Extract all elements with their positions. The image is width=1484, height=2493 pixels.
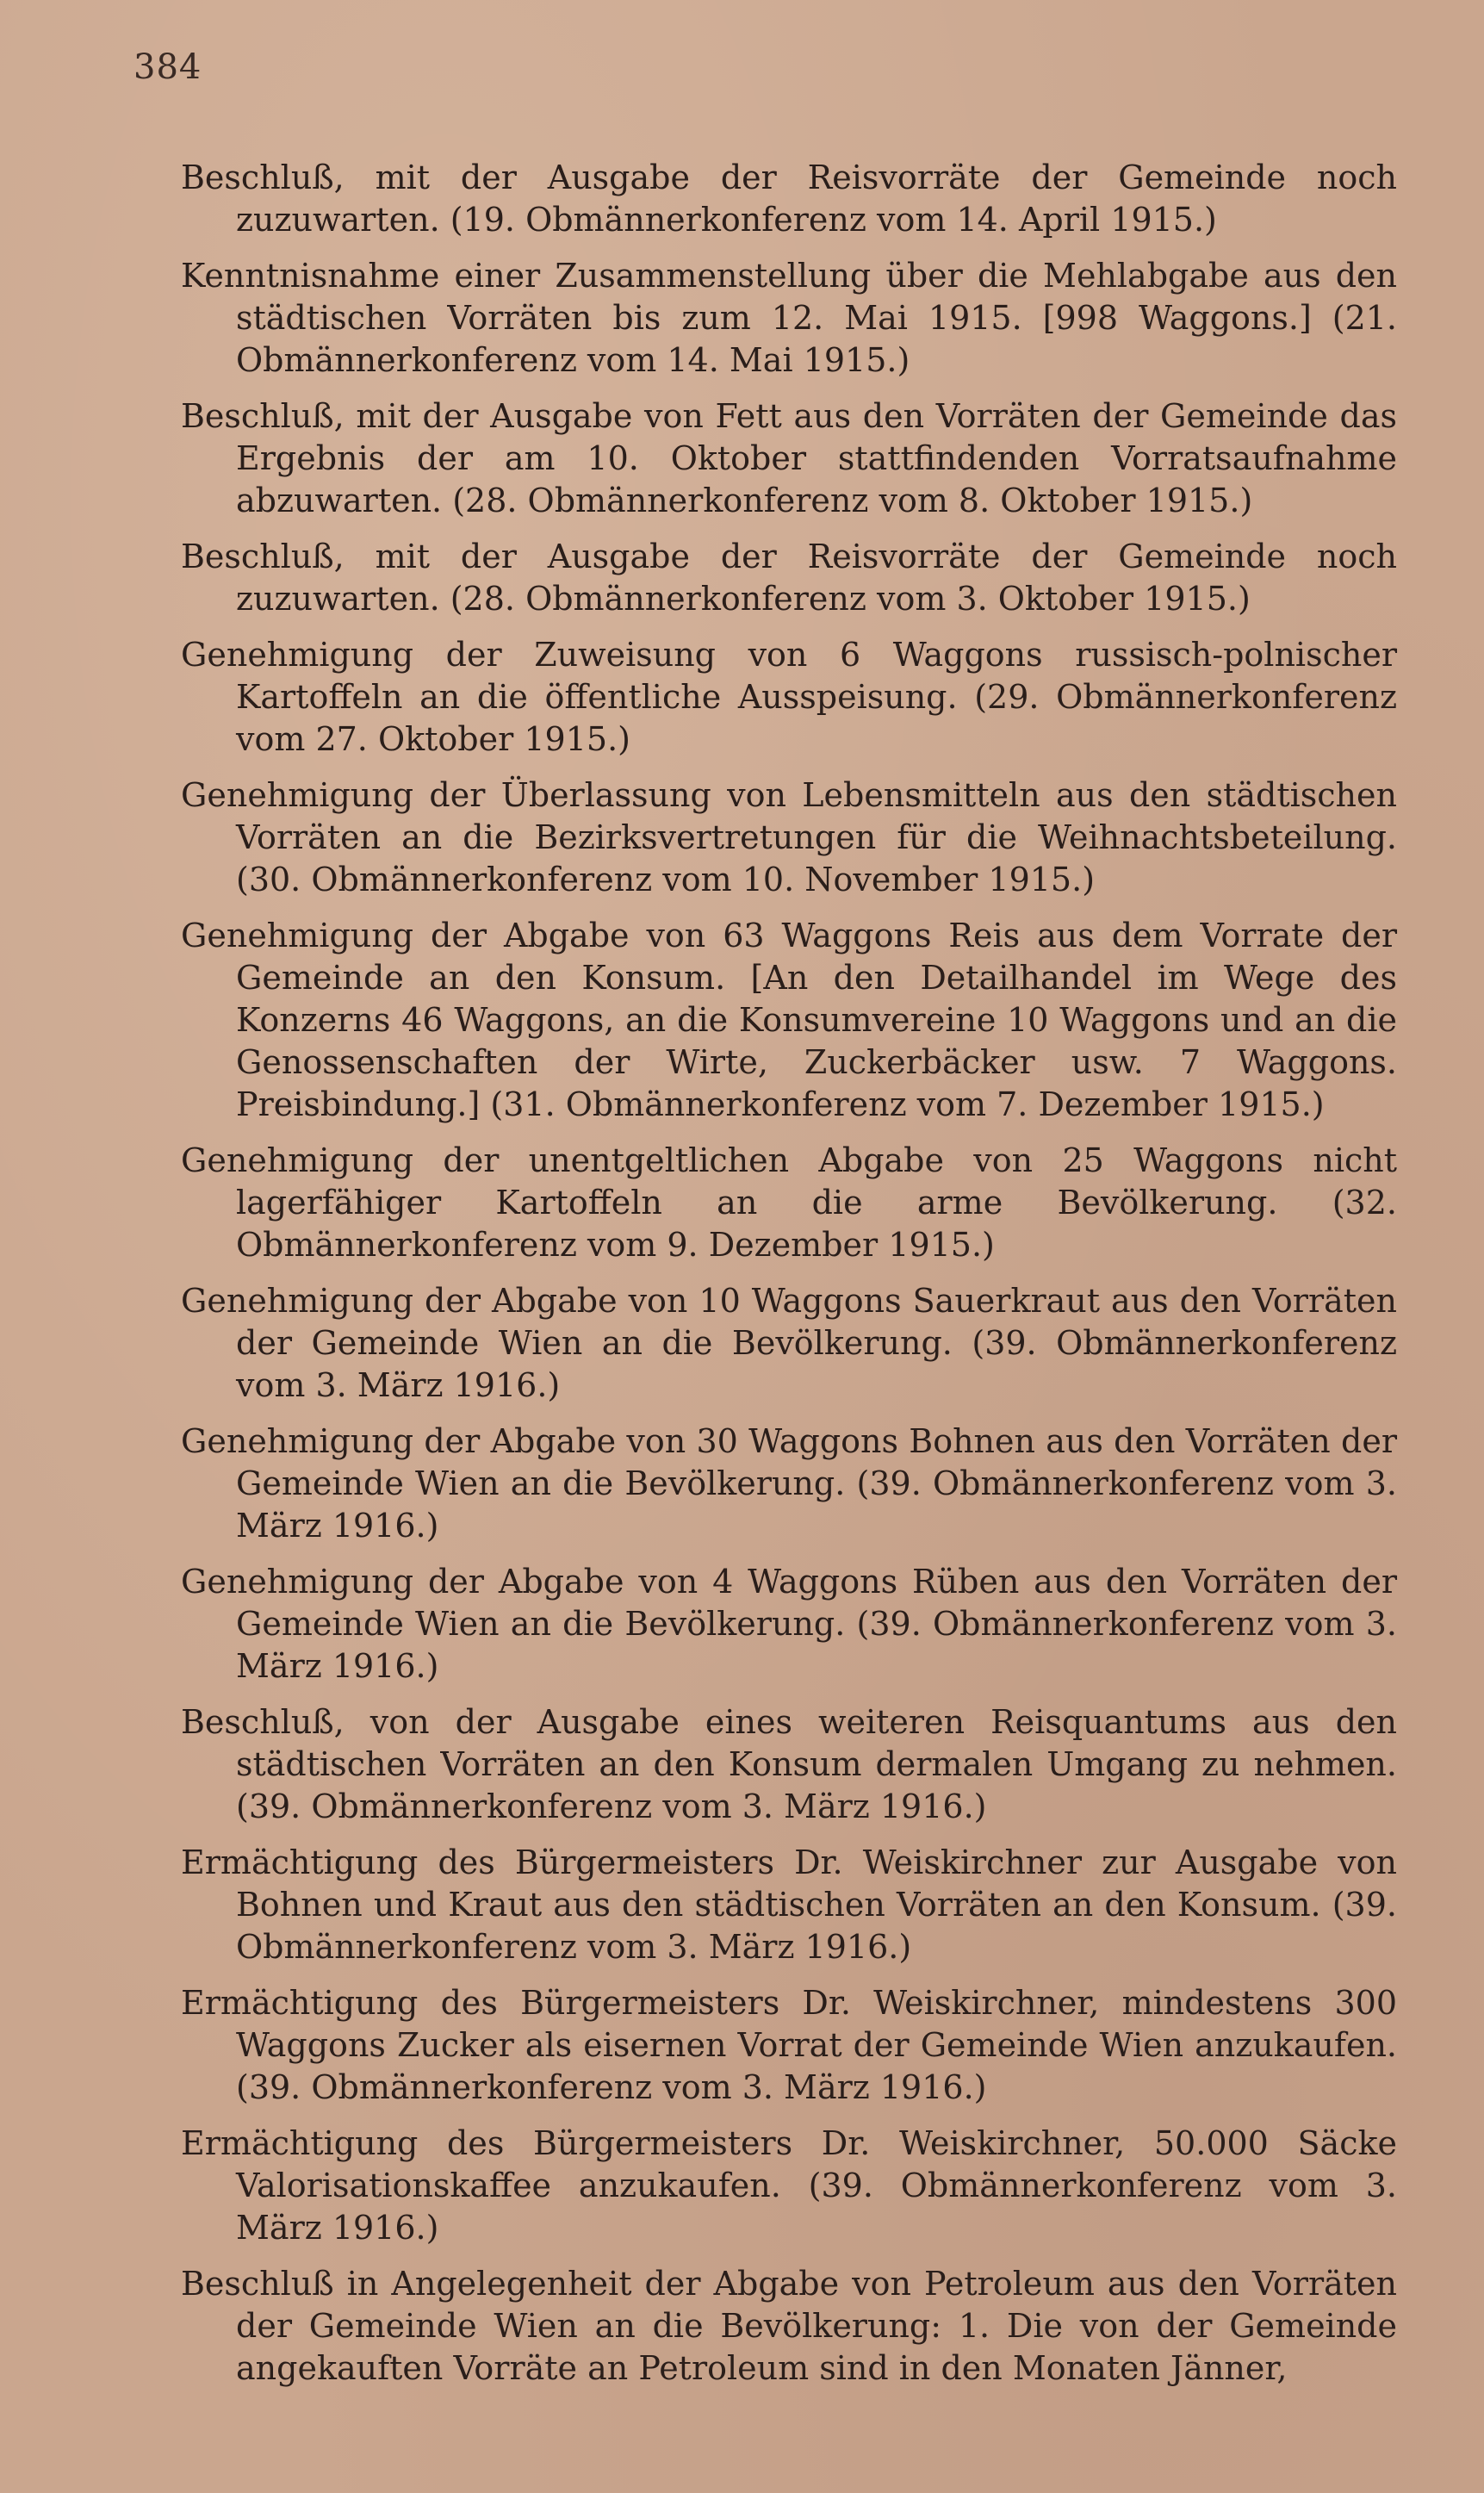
list-item: Ermächtigung des Bürgermeisters Dr. Weiskirchner, 50.000 Säcke Valorisationskaffee anzukaufen. (39. Obmännerkonferenz vom 3. März 1916.) [181, 2124, 1397, 2247]
list-item: Genehmigung der Abgabe von 10 Waggons Sauerkraut aus den Vorräten der Gemeinde Wien an die Bevölkerung. (39. Obmännerkonferenz vom 3. März 1916.) [181, 1282, 1397, 1404]
list-item: Beschluß in Angelegenheit der Abgabe von Petroleum aus den Vorräten der Gemeinde Wien an die Bevölkerung: 1. Die von der Gemeinde angekauften Vorräte an Petroleum sind in den Monaten Jänner, [181, 2265, 1397, 2387]
list-item: Beschluß, mit der Ausgabe der Reisvorräte der Gemeinde noch zuzuwarten. (28. Obmännerkonferenz vom 3. Oktober 1915.) [181, 538, 1397, 618]
list-item: Genehmigung der Überlassung von Lebensmitteln aus den städtischen Vorräten an die Bezirksvertretungen für die Weihnachtsbeteilung. (30. Obmännerkonferenz vom 10. November 1915.) [181, 776, 1397, 898]
list-item: Beschluß, mit der Ausgabe von Fett aus den Vorräten der Gemeinde das Ergebnis der am 10. Oktober stattfindenden Vorratsaufnahme abzuwarten. (28. Obmännerkonferenz vom 8. Oktober 1915.) [181, 397, 1397, 519]
list-item: Beschluß, von der Ausgabe eines weiteren Reisquantums aus den städtischen Vorräten an den Konsum dermalen Umgang zu nehmen. (39. Obmännerkonferenz vom 3. März 1916.) [181, 1703, 1397, 1825]
list-item: Ermächtigung des Bürgermeisters Dr. Weiskirchner zur Ausgabe von Bohnen und Kraut aus den städtischen Vorräten an den Konsum. (39. Obmännerkonferenz vom 3. März 1916.) [181, 1843, 1397, 1966]
list-item: Ermächtigung des Bürgermeisters Dr. Weiskirchner, mindestens 300 Waggons Zucker als eisernen Vorrat der Gemeinde Wien anzukaufen. (39. Obmännerkonferenz vom 3. März 1916.) [181, 1984, 1397, 2106]
page-number: 384 [133, 47, 202, 87]
resolution-list [181, 157, 1397, 2403]
list-item: Beschluß, mit der Ausgabe der Reisvorräte der Gemeinde noch zuzuwarten. (19. Obmännerkonferenz vom 14. April 1915.) [181, 159, 1397, 239]
list-item: Genehmigung der Zuweisung von 6 Waggons russisch-polnischer Kartoffeln an die öffentliche Ausspeisung. (29. Obmännerkonferenz vom 27. Oktober 1915.) [181, 636, 1397, 758]
list-item: Genehmigung der Abgabe von 4 Waggons Rüben aus den Vorräten der Gemeinde Wien an die Bevölkerung. (39. Obmännerkonferenz vom 3. März 1916.) [181, 1563, 1397, 1685]
list-item: Genehmigung der unentgeltlichen Abgabe von 25 Waggons nicht lagerfähiger Kartoffeln an die arme Bevölkerung. (32. Obmännerkonferenz vom 9. Dezember 1915.) [181, 1141, 1397, 1264]
list-item: Kenntnisnahme einer Zusammenstellung über die Mehlabgabe aus den städtischen Vorräten bis zum 12. Mai 1915. [998 Waggons.] (21. Obmännerkonferenz vom 14. Mai 1915.) [181, 257, 1397, 379]
list-item: Genehmigung der Abgabe von 30 Waggons Bohnen aus den Vorräten der Gemeinde Wien an die Bevölkerung. (39. Obmännerkonferenz vom 3. März 1916.) [181, 1422, 1397, 1545]
list-item: Genehmigung der Abgabe von 63 Waggons Reis aus dem Vorrate der Gemeinde an den Konsum. [An den Detailhandel im Wege des Konzerns 46 Waggons, an die Konsumvereine 10 Waggons und an die Genossenschaften der Wirte, Zuckerbäcker usw. 7 Waggons. Preisbindung.] (31. Obmännerkonferenz vom 7. Dezember 1915.) [181, 917, 1397, 1123]
